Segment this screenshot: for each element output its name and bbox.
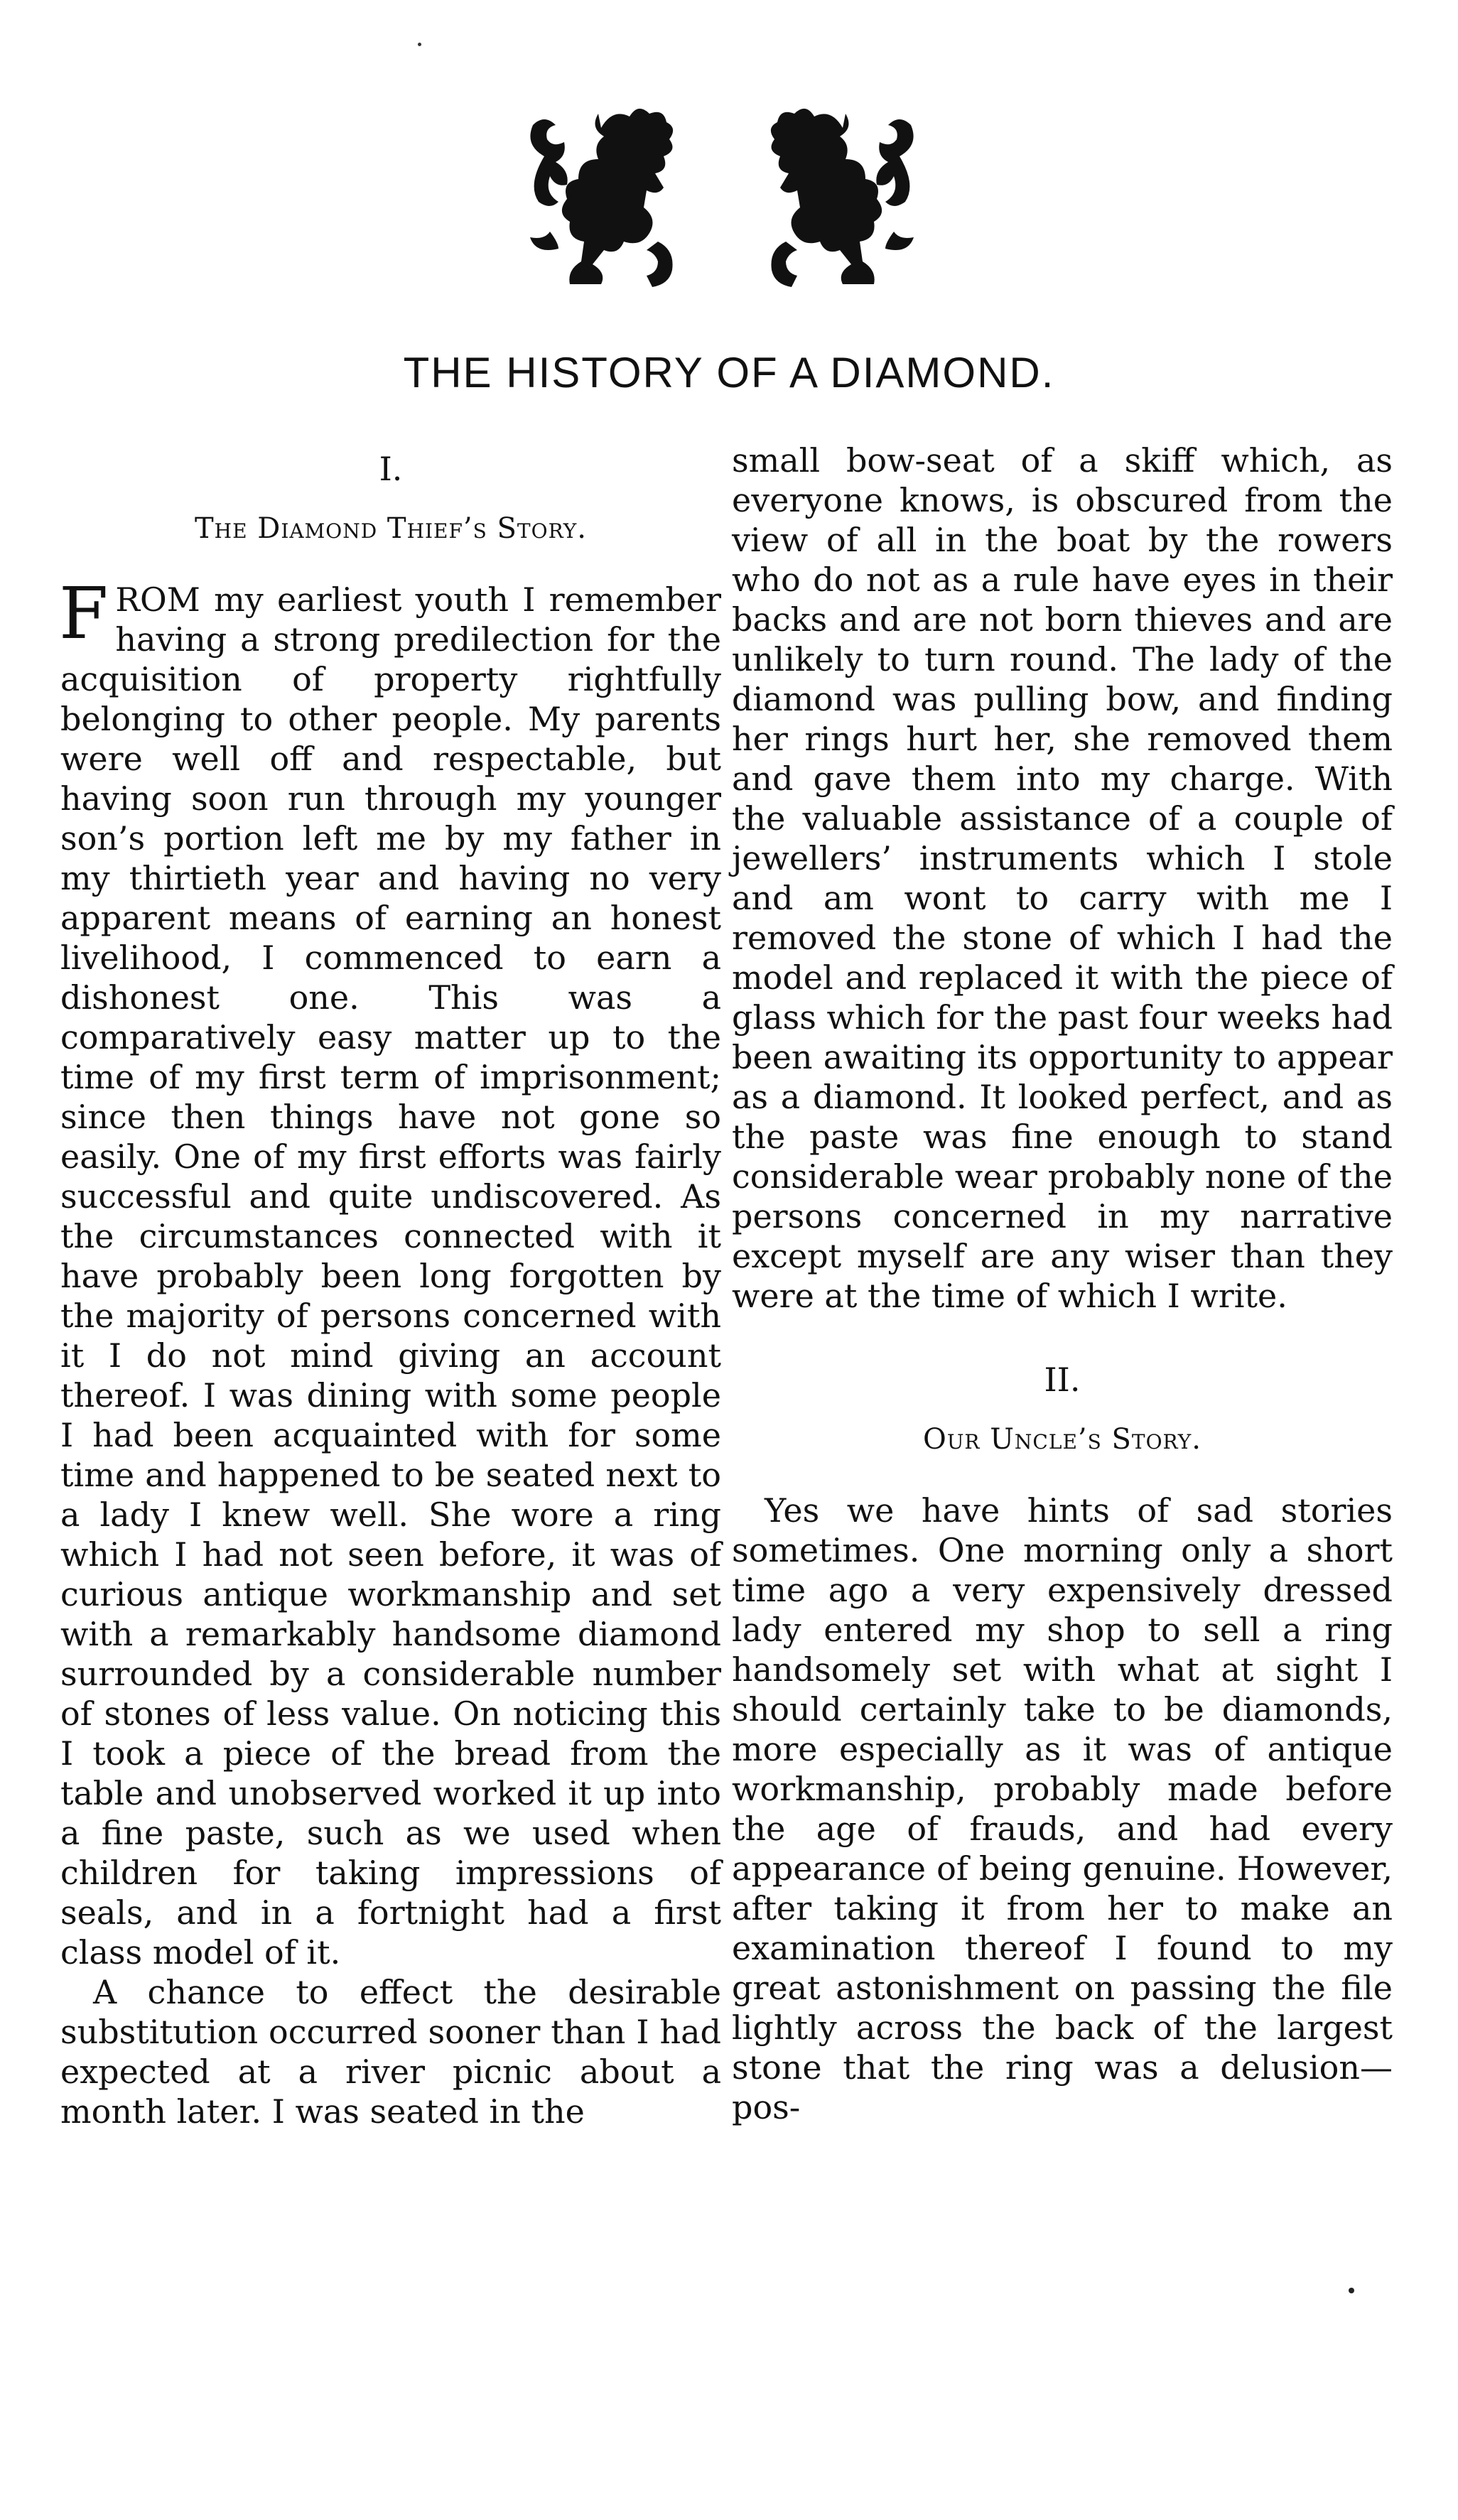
speck-mark xyxy=(1349,2288,1354,2293)
page-title: THE HISTORY OF A DIAMOND. xyxy=(403,349,1055,396)
section-number: II. xyxy=(1044,1361,1081,1399)
paragraph-text: ROM my earliest youth I remember having a strong predilection for the acquisition of property rightfully belonging to other people. My parents were well off and respectable, but having soon run through my younger son’s portion left me by my father in my thirtieth year and having no very apparent means of earning an honest livelihood, I commenced to earn a dishonest one. This was a comparatively easy matter up to the time of my first term of imprisonment; since then things have not gone so easily. One of my first efforts was fairly successful and quite undiscovered. As the circumstances connected with it have probably been long forgotten by the majority of persons concerned with it I do not mind giving an account thereof. I was dining with some people I had been acquainted with for some time and happened to be seated next to a lady I knew well. She wore a ring which I had not seen before, it was of curious antique workmanship and set with a remarkably handsome diamond surrounded by a considerable number of stones of less value. On noticing this I took a piece of the bread from the table and unobserved worked it up into a fine paste, such as we used when children for taking impressions of seals, and in a fortnight had a first class model of it. xyxy=(60,580,721,1972)
drop-cap: F xyxy=(59,572,109,655)
section-heading: The Diamond Thief’s Story. xyxy=(195,512,587,545)
right-column xyxy=(732,440,1393,2127)
heraldic-lions-icon xyxy=(516,99,928,313)
paragraph-continuation: small bow-seat of a skiff which, as everyone knows, is obscured from the view of all in the boat by the rowers who do not as a rule have eyes in their backs and are not born thieves and are unlikely to turn round. The lady of the diamond was pulling bow, and finding her rings hurt her, she removed them and gave them into my charge. With the valuable assistance of a couple of jewellers’ instruments which I stole and am wont to carry with me I removed the stone of which I had the model and replaced it with the piece of glass which for the past four weeks had been awaiting its opportunity to appear as a diamond. It looked perfect, and as the paste was fine enough to stand considerable wear probably none of the persons concerned in my narrative except myself are any wiser than they were at the time of which I write. xyxy=(732,441,1393,1315)
section-number: I. xyxy=(379,450,403,488)
left-column xyxy=(60,440,721,2131)
paragraph: Yes we have hints of sad stories sometimes. One morning only a short time ago a very expensively dressed lady entered my shop to sell a ring handsomely set with what at sight I should certainly take to be diamonds, more especially as it was of antique workmanship, probably made before the age of frauds, and had every appearance of being genuine. However, after taking it from her to make an examination thereof I found to my great astonishment on passing the file lightly across the back of the largest stone that the ring was a delusion—pos- xyxy=(732,1491,1393,2126)
left-lion xyxy=(530,109,673,287)
paragraph xyxy=(59,572,721,1972)
section-heading: Our Uncle’s Story. xyxy=(923,1423,1202,1456)
right-lion xyxy=(771,109,914,287)
speck-mark xyxy=(418,43,421,46)
paragraph: A chance to effect the desirable substitution occurred sooner than I had expected at a river picnic about a month later. I was seated in the xyxy=(60,1973,721,2131)
